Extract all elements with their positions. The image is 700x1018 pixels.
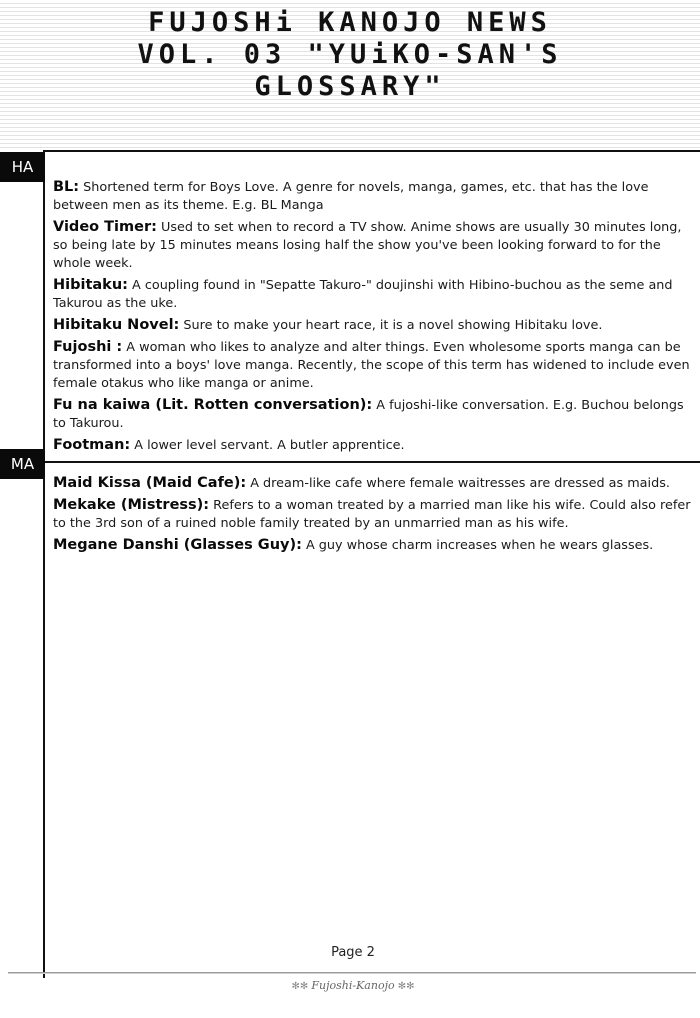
entry-definition: Refers to a woman treated by a married man like his wife. Could also refer to the 3rd son of a ruined noble family treated by an unmarried man as his wife. [53,498,691,531]
entry-term: Footman: [53,437,131,453]
section-tag-ma: MA [0,449,45,479]
entry-definition: A lower level servant. A butler apprentice. [130,438,405,453]
title-banner [0,0,700,150]
glossary-entry [53,474,693,493]
section-tag-ha: HA [0,152,45,182]
glossary-entry [53,316,693,335]
section-divider-ma [43,461,700,463]
entry-definition: Sure to make your heart race, it is a novel showing Hibitaku love. [179,318,603,333]
glossary-entry [53,536,693,555]
entry-term: Megane Danshi (Glasses Guy): [53,537,302,553]
footer-rule [8,972,696,974]
glossary-entry [53,276,693,313]
entry-term: Hibitaku: [53,277,128,293]
entry-term: Maid Kissa (Maid Cafe): [53,475,247,491]
entry-term: Hibitaku Novel: [53,317,180,333]
glossary-entry [53,338,693,393]
glossary-entry [53,178,693,215]
entry-definition: A dream-like cafe where female waitresses are dressed as maids. [246,476,670,491]
section-divider-ha [43,150,700,152]
title-line-3: GLOSSARY" [254,71,446,102]
glossary-entry [53,218,693,273]
glossary-entry [53,396,693,433]
glossary-entry [53,436,693,455]
entry-term: Fujoshi : [53,339,123,355]
credit-text: Fujoshi-Kanojo [311,979,395,992]
entry-definition: A woman who likes to analyze and alter things. Even wholesome sports manga can be transformed into a boys' love manga. Recently, the scope of this term has widened to include even female otakus who like manga or anime. [53,340,690,391]
entry-term: Video Timer: [53,219,157,235]
entry-definition: Used to set when to record a TV show. Anime shows are usually 30 minutes long, so being late by 15 minutes means losing half the show you've been looking forward to for the whole week. [53,220,682,271]
page-number: Page 2 [331,945,375,960]
entry-term: BL: [53,179,80,195]
scanlation-credit [0,979,700,992]
entry-term: Mekake (Mistress): [53,497,210,513]
star-icon: ✻✻ [394,981,415,992]
entry-definition: A coupling found in "Sepatte Takuro-" doujinshi with Hibino-buchou as the seme and Takurou as the uke. [53,278,673,311]
entry-definition: Shortened term for Boys Love. A genre for novels, manga, games, etc. that has the love between men as its theme. E.g. BL Manga [53,180,649,213]
star-icon: ✻✻ [291,981,312,992]
entry-definition: A fujoshi-like conversation. E.g. Buchou belongs to Takurou. [53,398,684,431]
title-line-2: VOL. 03 "YUiKO-SAN'S [137,39,563,70]
entry-definition: A guy whose charm increases when he wears glasses. [301,538,654,553]
glossary-entry [53,496,693,533]
title-line-1: FUJOSHi KANOJO NEWS [148,7,552,38]
section-ha-entries [53,178,693,458]
section-ma-entries [53,474,693,558]
entry-term: Fu na kaiwa (Lit. Rotten conversation): [53,397,373,413]
margin-rule [43,150,45,978]
